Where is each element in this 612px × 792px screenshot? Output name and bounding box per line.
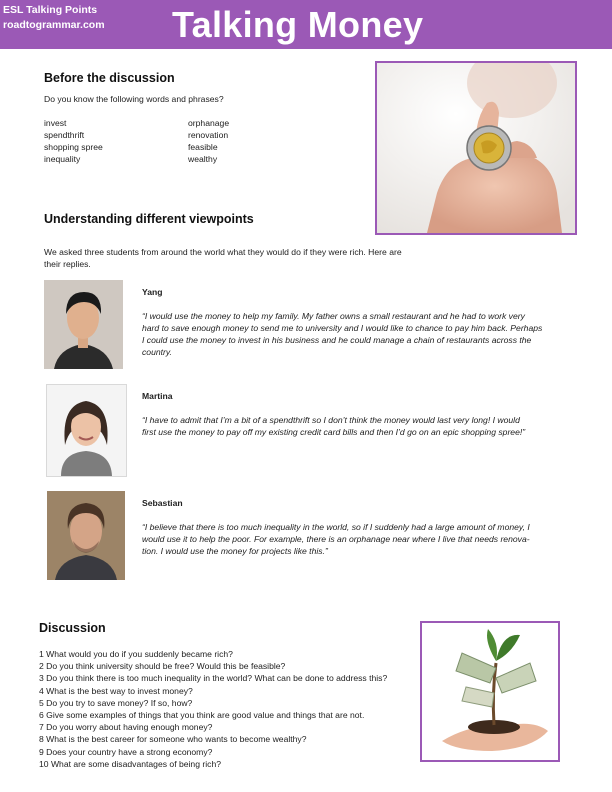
- brand-name: ESL Talking Points: [3, 4, 98, 16]
- coin-photo: [375, 61, 577, 235]
- discussion-heading: Discussion: [39, 621, 106, 635]
- quote-line: would use it to help the poor. For example, there is an orphanage near where I live that needs renova-: [142, 534, 530, 544]
- vocab-word: orphanage: [188, 118, 230, 128]
- question-item: 3 Do you think there is too much inequality in the world? What can be done to address this?: [39, 673, 388, 684]
- before-heading: Before the discussion: [44, 71, 175, 85]
- intro-line: their replies.: [44, 259, 91, 269]
- vocab-column-2: [188, 117, 229, 165]
- vocab-word: spendthrift: [44, 130, 85, 140]
- vocab-column-1: [44, 117, 103, 165]
- vocab-word: invest: [44, 118, 67, 128]
- quote-line: “I would use the money to help my family. My father owns a small restaurant and he had to work very: [142, 311, 525, 321]
- money-plant-photo: [420, 621, 560, 762]
- question-item: 4 What is the best way to invest money?: [39, 685, 193, 696]
- question-item: 2 Do you think university should be free? Would this be feasible?: [39, 661, 286, 672]
- quote-line: country.: [142, 347, 172, 357]
- viewpoints-intro: [44, 246, 402, 270]
- viewpoints-heading: Understanding different viewpoints: [44, 212, 254, 226]
- quote-line: first use the money to pay off my existing credit card bills and then I’d go on an epic shopping spree!”: [142, 427, 526, 437]
- avatar-martina: [46, 384, 127, 477]
- brand-url: roadtogrammar.com: [3, 19, 105, 31]
- student-quote: [142, 310, 542, 358]
- question-item: 10 What are some disadvantages of being rich?: [39, 758, 222, 769]
- vocab-word: renovation: [188, 130, 229, 140]
- brand: [3, 3, 105, 33]
- vocab-word: inequality: [44, 154, 81, 164]
- avatar-yang: [44, 280, 123, 369]
- quote-line: I could use the money to invest in his business and he could manage a chain of restaurants across the: [142, 335, 532, 345]
- question-item: 5 Do you try to save money? If so, how?: [39, 697, 193, 708]
- question-item: 6 Give some examples of things that you think are good value and things that are not.: [39, 709, 365, 720]
- intro-line: We asked three students from around the world what they would do if they were rich. Here are: [44, 247, 402, 257]
- student-name: Sebastian: [142, 498, 183, 508]
- question-item: 7 Do you worry about having enough money?: [39, 722, 213, 733]
- quote-line: “I believe that there is too much inequality in the world, so if I suddenly had a large amount of money, I: [142, 522, 530, 532]
- question-item: 8 What is the best career for someone who wants to become wealthy?: [39, 734, 307, 745]
- vocab-word: feasible: [188, 142, 218, 152]
- vocab-word: shopping spree: [44, 142, 103, 152]
- quote-line: hard to save enough money to send me to university and I would like to chance to pay him back. Perhaps: [142, 323, 543, 333]
- student-name: Martina: [142, 391, 173, 401]
- page-title: Talking Money: [172, 4, 424, 45]
- before-intro: Do you know the following words and phrases?: [44, 94, 224, 104]
- quote-line: “I have to admit that I’m a bit of a spendthrift so I don’t think the money would last very long! I would: [142, 415, 520, 425]
- student-quote: [142, 521, 530, 557]
- quote-line: tion. I would use the money for projects like this.”: [142, 546, 328, 556]
- question-item: 9 Does your country have a strong economy?: [39, 746, 213, 757]
- avatar-sebastian: [47, 491, 125, 580]
- student-quote: [142, 414, 525, 438]
- question-item: 1 What would you do if you suddenly became rich?: [39, 649, 233, 659]
- vocab-word: wealthy: [188, 154, 218, 164]
- discussion-questions: [39, 648, 387, 770]
- student-name: Yang: [142, 287, 163, 297]
